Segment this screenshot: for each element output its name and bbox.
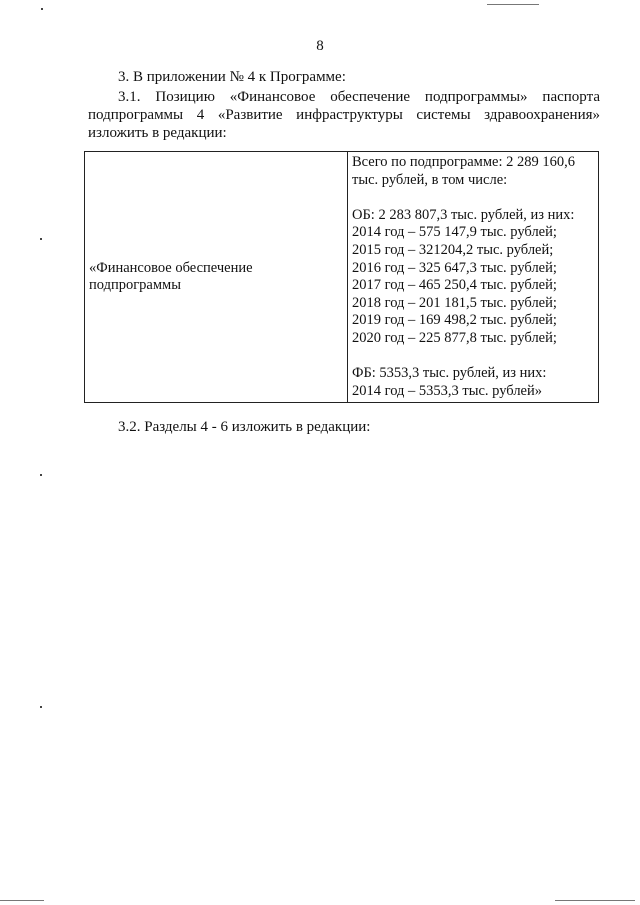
table-cell-label bbox=[85, 152, 348, 403]
paragraph-appendix: 3. В приложении № 4 к Программе: bbox=[118, 69, 346, 85]
spacer bbox=[352, 348, 595, 366]
value-line: 2014 год – 5353,3 тыс. рублей» bbox=[352, 382, 543, 399]
scan-rule bbox=[0, 900, 44, 901]
paragraph-sections: 3.2. Разделы 4 - 6 изложить в редакции: bbox=[118, 419, 371, 435]
table-row bbox=[85, 152, 599, 403]
value-line: 2014 год – 575 147,9 тыс. рублей; bbox=[352, 224, 557, 241]
value-line: Всего по подпрограмме: 2 289 160,6 bbox=[352, 154, 575, 170]
paragraph-position: 3.1. Позицию «Финансовое обеспечение подпрограммы» паспорта подпрограммы 4 «Развитие инфраструктуры системы здравоохранения» изложить в редакции: bbox=[88, 89, 600, 141]
value-line: 2020 год – 225 877,8 тыс. рублей; bbox=[352, 329, 557, 346]
scan-mark bbox=[40, 238, 42, 240]
cell-label-text: «Финансовое обеспечение подпрограммы bbox=[89, 259, 253, 294]
value-line: ФБ: 5353,3 тыс. рублей, из них: bbox=[352, 365, 547, 382]
financing-table bbox=[84, 151, 599, 403]
value-line: 2019 год – 169 498,2 тыс. рублей; bbox=[352, 312, 557, 329]
scan-mark bbox=[40, 706, 42, 708]
scan-rule bbox=[555, 900, 635, 901]
scan-mark bbox=[41, 8, 43, 10]
value-line: 2015 год – 321204,2 тыс. рублей; bbox=[352, 241, 554, 258]
value-line: ОБ: 2 283 807,3 тыс. рублей, из них: bbox=[352, 206, 575, 223]
table-cell-values bbox=[348, 152, 599, 403]
value-line: 2016 год – 325 647,3 тыс. рублей; bbox=[352, 259, 557, 276]
scan-mark bbox=[40, 474, 42, 476]
value-line: 2017 год – 465 250,4 тыс. рублей; bbox=[352, 277, 557, 294]
scan-rule bbox=[487, 4, 539, 5]
value-line: 2018 год – 201 181,5 тыс. рублей; bbox=[352, 294, 557, 311]
page-number: 8 bbox=[316, 38, 324, 54]
value-line: тыс. рублей, в том числе: bbox=[352, 171, 508, 188]
spacer bbox=[352, 189, 595, 207]
